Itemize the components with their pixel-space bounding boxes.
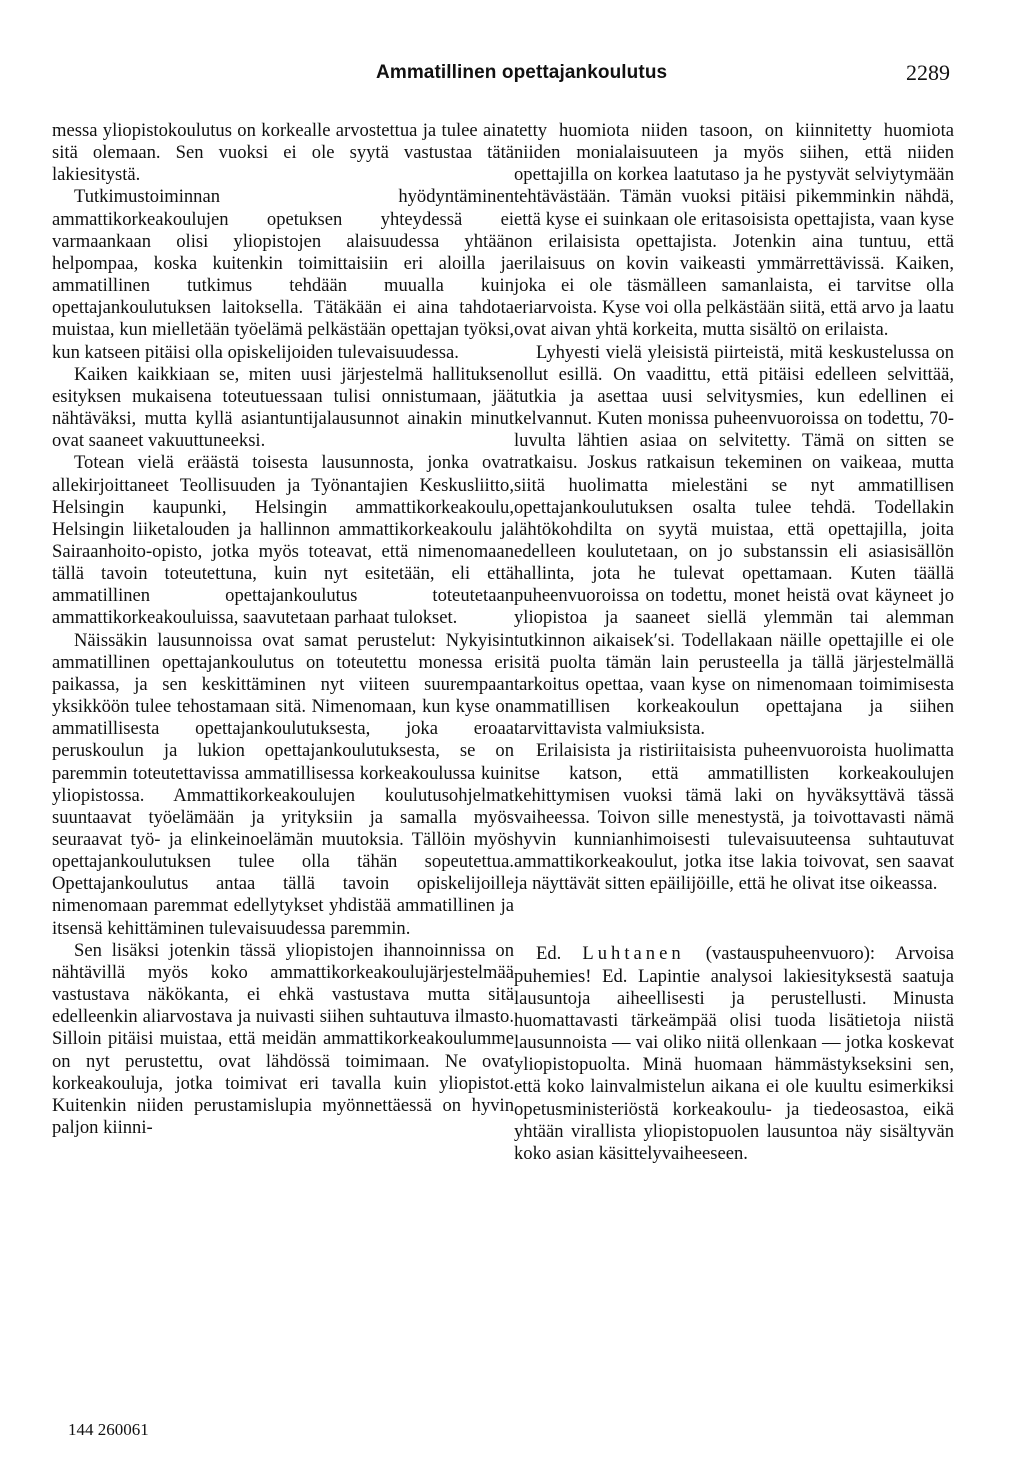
speaker-name: Luhtanen bbox=[582, 943, 685, 965]
running-title: Ammatillinen opettajankoulutus bbox=[376, 62, 668, 83]
paragraph: Näissäkin lausunnoissa ovat samat perustelut: Nykyisin ammatillinen opettajankoulutus on toteutettu monessa eri paikassa, ja sen keskittäminen nyt viiteen suurempaan yksikköön tulee tehostamaan sitä. Nimenomaan, kun kyse on ammatillisesta opettajankoulutuksesta, joka eroaa peruskoulun ja lukion opettajankoulutuksesta, se on paremmin toteutettavissa ammatillisessa korkeakoulussa kuin yliopistossa. Ammattikorkeakoulujen koulutusohjelmat suuntaavat työelämään ja yrityksiin ja samalla myös seuraavat työ- ja elinkeinoelämän muutoksia. Tällöin myös opettajankoulutuksen tulee olla tähän sopeutettua. Opettajankoulutus antaa tällä tavoin opiskelijoille nimenomaan paremmat edellytykset yhdistää ammatillinen ja itsensä kehittäminen tulevaisuudessa paremmin. bbox=[52, 629, 514, 939]
left-column bbox=[52, 120, 514, 1139]
paragraph: Sen lisäksi jotenkin tässä yliopistojen ihannoinnissa on nähtävillä myös koko ammattikorkeakoulujärjestelmää vastustava näkökanta, ei ehkä vastustava mutta sitä edelleenkin aliarvostava ja nuivasti siihen suhtautuva ilmasto. Silloin pitäisi muistaa, että meidän ammattikorkeakoulumme on nyt perustettu, ovat lähdössä toimimaan. Ne ovat korkeakouluja, jotka toimivat eri tavalla kuin yliopistot. Kuitenkin niiden perustamislupia myönnettäessä on hyvin paljon kiinni- bbox=[52, 939, 514, 1139]
page-header bbox=[0, 62, 1024, 92]
paragraph: Tutkimustoiminnan hyödyntäminen ammattikorkeakoulujen opetuksen yhteydessä ei varmaankaan olisi yliopistojen alaisuudessa yhtään helpompaa, koska kuitenkin toimittaisiin eri aloilla ja ammatillinen tutkimus tehdään muualla kuin opettajankoulutuksen laitoksella. Tätäkään ei aina tahdota muistaa, kun mielletään työelämä pelkästään opettajan työksi, kun katseen pitäisi olla opiskelijoiden tulevaisuudessa. bbox=[52, 186, 514, 363]
paragraph: Kaiken kaikkiaan se, miten uusi järjestelmä hallituksen esityksen mukaisena toteutuessaan tulisi onnistumaan, jää nähtäväksi, mutta kyllä asiantuntijalausunnot ainakin minut ovat saaneet vakuuttuneeksi. bbox=[52, 363, 514, 452]
speaker-paragraph bbox=[514, 943, 954, 1165]
paragraph: Totean vielä eräästä toisesta lausunnosta, jonka ovat allekirjoittaneet Teollisuuden ja Työnantajien Keskusliitto, Helsingin kaupunki, Helsingin ammattikorkeakoulu, Helsingin liiketalouden ja hallinnon ammattikorkeakoulu ja Sairaanhoito-opisto, jotka myös toteavat, että nimenomaan tällä tavoin toteutettuna, kuin nyt esitetään, eli että ammatillinen opettajankoulutus toteutetaan ammattikorkeakouluissa, saavutetaan parhaat tulokset. bbox=[52, 452, 514, 629]
speaker-text: (vastauspuheenvuoro): Arvoisa puhemies! Ed. Lapintie analysoi lakiesityksestä saatuja lausuntoja aiheellisesti ja perustellusti. Minusta huomattavasti tärkeämpää olisi tuoda lisätietoja niistä lausunnoista — vai oliko niitä ollenkaan — jotka koskevat yliopistopuolta. Minä huomaan hämmästykseksini sen, että koko lainvalmistelun aikana ei ole kuultu esimerkiksi opetusministeriöstä korkeakoulu- ja tiedeosastoa, eikä yhtään virallista yliopistopuolen lausuntoa näy sisältyvän koko asian käsittelyvaiheeseen. bbox=[514, 943, 955, 1164]
paragraph: tetty huomiota niiden tasoon, on kiinnitetty huomiota niiden monialaisuuteen ja myös siihen, että niiden opettajilla on korkea laatutaso ja he pystyvät selviytymään tehtävästään. Tämän vuoksi pitäisi pikemminkin nähdä, että kyse ei suinkaan ole eritasoisista opettajista, vaan kyse on erilaisista opettajista. Jotenkin aina tuntuu, että erilaisuus on kovin vaikeasti ymmärrettävissä. Kaiken, joka ei ole täsmälleen samanlaista, ei tarvitse olla eriarvoista. Kyse voi olla pelkästään siitä, että arvo ja laatu ovat aivan yhtä korkeita, mutta sisältö on erilaista. bbox=[514, 120, 954, 341]
right-column bbox=[514, 120, 954, 1165]
speaker-prefix: Ed. bbox=[536, 943, 562, 965]
print-code: 144 260061 bbox=[68, 1420, 149, 1439]
page-number: 2289 bbox=[906, 60, 950, 85]
paragraph: Lyhyesti vielä yleisistä piirteistä, mitä keskustelussa on ollut esillä. On vaadittu, että pitäisi edelleen selvittää, tutkia ja asettaa uusi selvitysmies, kun edellinen ei kelvannut. Kuten monissa puheenvuoroissa on todettu, 70-luvulta lähtien asiaa on selvitetty. Tämä on sitten se ratkaisu. Joskus ratkaisun tekeminen on vaikeaa, mutta siitä huolimatta mielestäni se nyt ammatillisen opettajankoulutuksen osalta tulee tehdä. Todellakin lähtökohdilta on syytä muistaa, että opettajilla, joita edelleen koulutetaan, on jo substanssin eli asiasisällön hallinta, jota he tulevat opettamaan. Kuten täällä puheenvuoroissa on todettu, monet heistä ovat käyneet jo yliopistoa ja saaneet siellä ylemmän tai alemman tutkinnon aikaisekʹsi. Todellakaan näille opettajille ei ole sitä puolta tämän lain perusteella ja tällä järjestelmällä tarkoitus opettaa, vaan kyse on nimenomaan toimimisesta ammatillisen korkeakoulun opettajana ja siihen tarvittavista valmiuksista. bbox=[514, 341, 954, 740]
paragraph: Erilaisista ja ristiriitaisista puheenvuoroista huolimatta itse katson, että ammatillisten korkeakoulujen kehittymisen vuoksi tämä laki on hyväksyttävä tässä vaiheessa. Toivon sille menestystä, ja toivottavasti nämä hyvin kunnianhimoisesti tulevaisuuteensa suhtautuvat ammattikorkeakoulut, jotka itse lakia toivovat, sen saavat ja näyttävät sitten epäilijöille, että he olivat itse oikeassa. bbox=[514, 740, 954, 895]
paragraph: messa yliopistokoulutus on korkealle arvostettua ja tulee aina sitä olemaan. Sen vuoksi ei ole syytä vastustaa tätä lakiesitystä. bbox=[52, 120, 514, 186]
